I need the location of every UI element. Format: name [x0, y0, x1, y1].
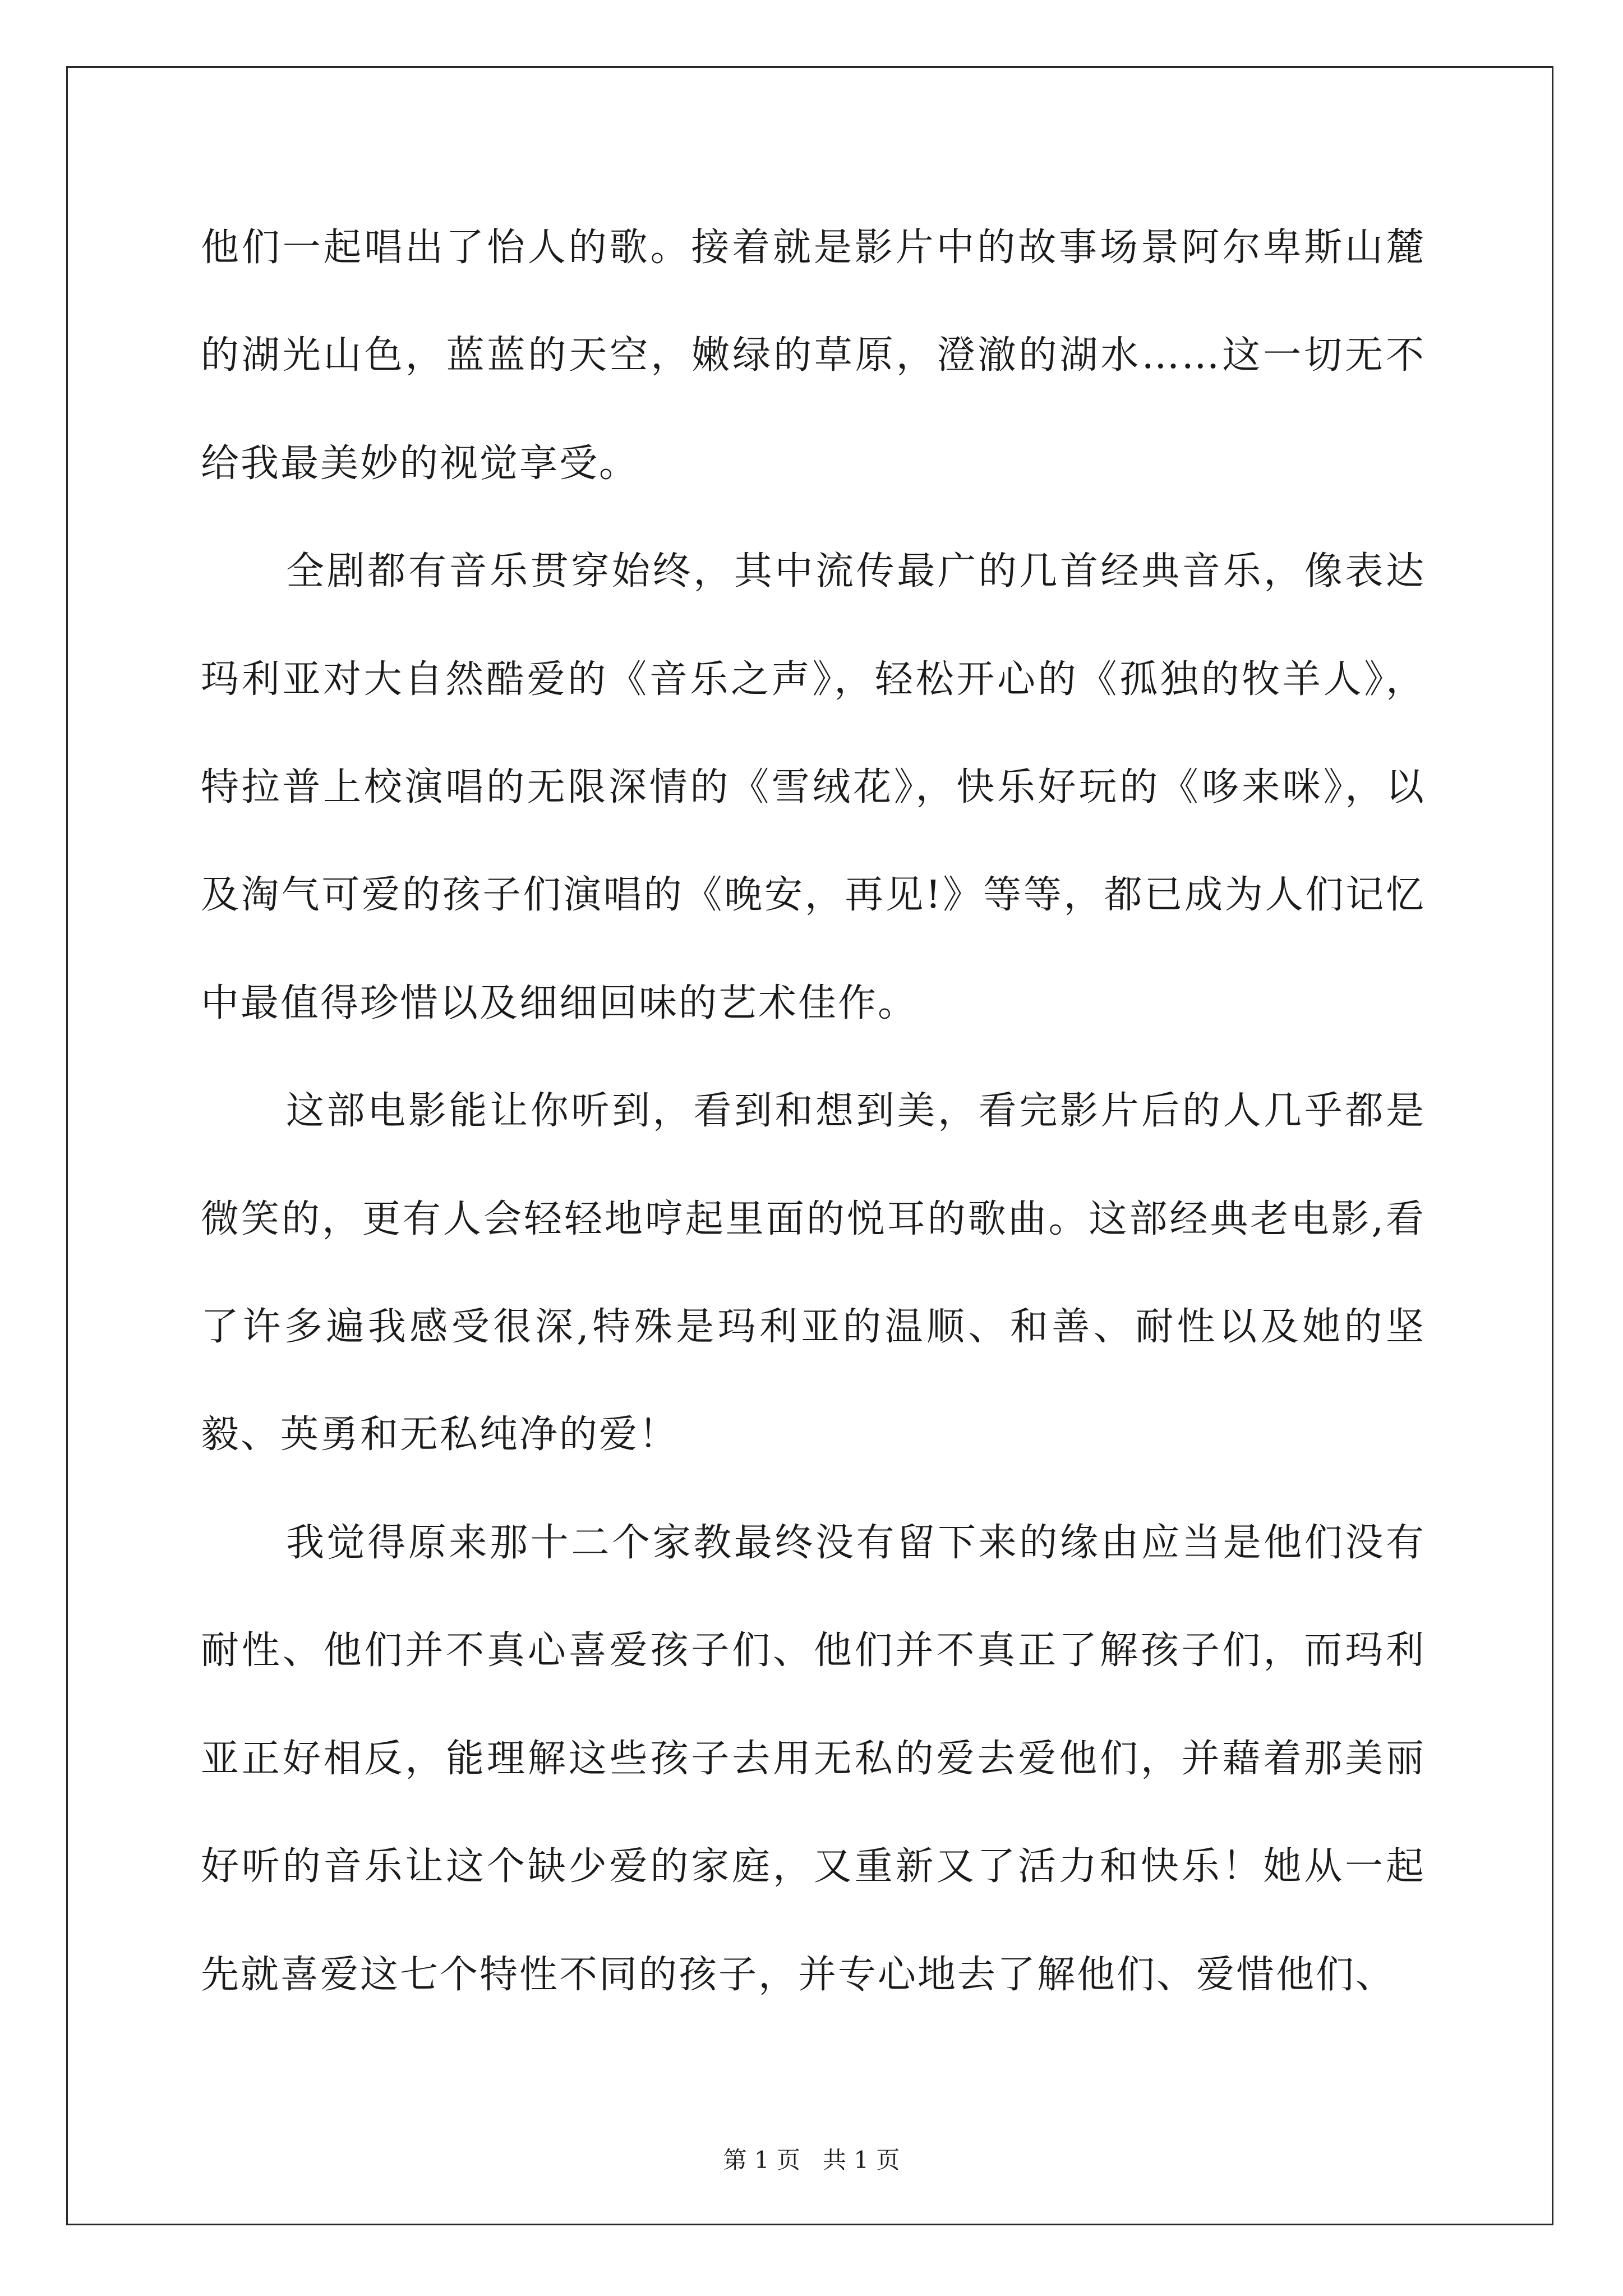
- paragraph-3: 这部电影能让你听到，看到和想到美，看完影片后的人几乎都是微笑的，更有人会轻轻地哼起里面的悦耳的歌曲。这部经典老电影,看了许多遍我感受很深,特殊是玛利亚的温顺、和善、耐性以及她的坚毅、英勇和无私纯净的爱！: [201, 1089, 1426, 1457]
- page-footer: [0, 2146, 1623, 2174]
- page-number: 第 1 页: [723, 2146, 800, 2174]
- document-body: [201, 194, 1426, 2029]
- paragraph-4: 我觉得原来那十二个家教最终没有留下来的缘由应当是他们没有耐性、他们并不真心喜爱孩子们、他们并不真正了解孩子们，而玛利亚正好相反，能理解这些孩子去用无私的爱去爱他们，并藉着那美丽好听的音乐让这个缺少爱的家庭，又重新又了活力和快乐！她从一起先就喜爱这七个特性不同的孩子，并专心地去了解他们、爱惜他们、: [201, 1520, 1426, 1997]
- paragraph-1: 他们一起唱出了怡人的歌。接着就是影片中的故事场景阿尔卑斯山麓的湖光山色，蓝蓝的天空，嫩绿的草原，澄澈的湖水……这一切无不给我最美妙的视觉享受。: [201, 226, 1426, 486]
- paragraph-2: 全剧都有音乐贯穿始终，其中流传最广的几首经典音乐，像表达玛利亚对大自然酷爱的《音乐之声》，轻松开心的《孤独的牧羊人》，特拉普上校演唱的无限深情的《雪绒花》，快乐好玩的《哆来咪》，以及淘气可爱的孩子们演唱的《晚安，再见!》等等，都已成为人们记忆中最值得珍惜以及细细回味的艺术佳作。: [201, 549, 1426, 1025]
- page-total: 共 1 页: [823, 2146, 900, 2174]
